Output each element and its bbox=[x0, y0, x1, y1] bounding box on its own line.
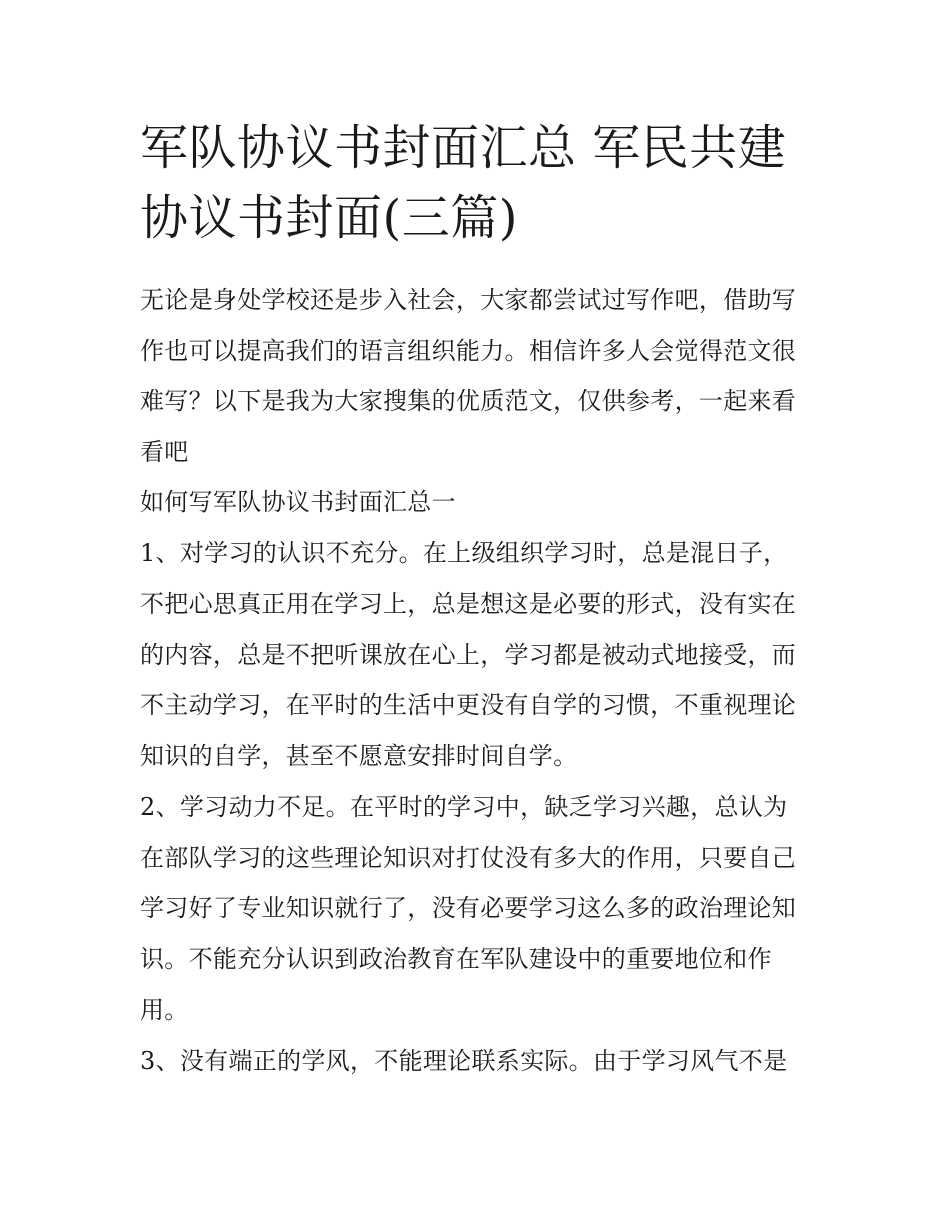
point-1-line: 知识的自学，甚至不愿意安排时间自学。 bbox=[140, 742, 578, 770]
document-title bbox=[140, 113, 820, 253]
point-1-line: 不主动学习，在平时的生活中更没有自学的习惯，不重视理论 bbox=[140, 691, 797, 719]
title-line-2: 协议书封面(三篇) bbox=[140, 190, 518, 246]
point-3-line: 3、没有端正的学风，不能理论联系实际。由于学习风气不是 bbox=[140, 1047, 788, 1075]
point-2-line: 用。 bbox=[140, 996, 189, 1024]
intro-paragraph-line: 难写？以下是我为大家搜集的优质范文，仅供参考，一起来看 bbox=[140, 387, 797, 415]
intro-paragraph-line: 作也可以提高我们的语言组织能力。相信许多人会觉得范文很 bbox=[140, 337, 797, 365]
point-2-line: 2、学习动力不足。在平时的学习中，缺乏学习兴趣，总认为 bbox=[140, 793, 788, 821]
intro-paragraph-line: 无论是身处学校还是步入社会，大家都尝试过写作吧，借助写 bbox=[140, 286, 797, 314]
point-2-line: 识。不能充分认识到政治教育在军队建设中的重要地位和作 bbox=[140, 945, 772, 973]
point-1-line: 的内容，总是不把听课放在心上，学习都是被动式地接受，而 bbox=[140, 641, 797, 669]
title-line-1: 军队协议书封面汇总 军民共建 bbox=[140, 120, 787, 176]
point-1-line: 不把心思真正用在学习上，总是想这是必要的形式，没有实在 bbox=[140, 590, 797, 618]
point-2-line: 学习好了专业知识就行了，没有必要学习这么多的政治理论知 bbox=[140, 894, 797, 922]
intro-paragraph-line: 看吧 bbox=[140, 438, 189, 466]
point-2-line: 在部队学习的这些理论知识对打仗没有多大的作用，只要自己 bbox=[140, 844, 797, 872]
point-1-line: 1、对学习的认识不充分。在上级组织学习时，总是混日子， bbox=[140, 539, 788, 567]
section-heading: 如何写军队协议书封面汇总一 bbox=[140, 488, 456, 516]
